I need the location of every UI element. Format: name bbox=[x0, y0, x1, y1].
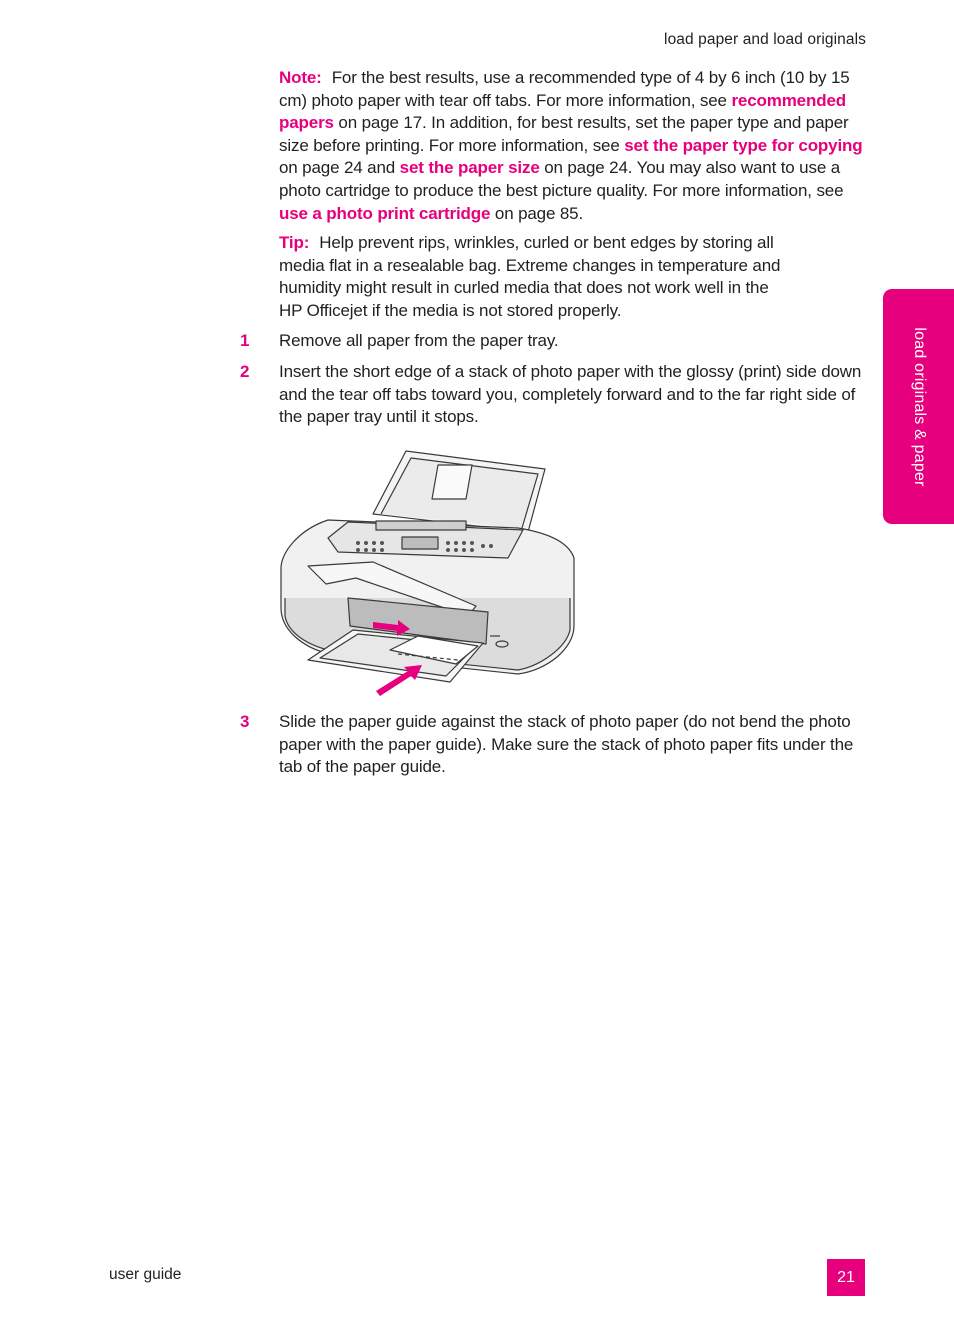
step-3-text: Slide the paper guide against the stack of photo paper (do not bend the photo paper with the paper guide). Make sure the stack of photo paper fits under the tab of the paper guide. bbox=[279, 712, 854, 777]
link-set-paper-size[interactable]: set the paper size bbox=[399, 158, 540, 178]
note-text-5: on page 85. bbox=[490, 203, 584, 223]
running-header: load paper and load originals bbox=[664, 31, 866, 48]
note-text-2: on page 17. In addition, for best results, set the paper type and paper size before printing. For more information, see bbox=[279, 113, 849, 155]
step-1-text: Remove all paper from the paper tray. bbox=[279, 331, 559, 350]
note-text-1: For the best results, use a recommended type of 4 by 6 inch (10 by 15 cm) photo paper with tear off tabs. For more information, see bbox=[279, 68, 850, 110]
link-set-paper-type-for-copying[interactable]: set the paper type for copying bbox=[624, 135, 863, 155]
chapter-side-tab[interactable] bbox=[883, 289, 954, 524]
printer-drawing bbox=[278, 448, 580, 696]
note-label: Note: bbox=[279, 68, 322, 87]
link-recommended-papers[interactable]: recommended papers bbox=[279, 90, 846, 133]
link-use-photo-print-cartridge[interactable]: use a photo print cartridge bbox=[279, 203, 491, 223]
tip-paragraph bbox=[279, 232, 794, 322]
note-text-3: on page 24 and bbox=[279, 158, 400, 178]
note-text-4: on page 24. You may also want to use a photo cartridge to produce the best picture quality. For more information, see bbox=[279, 158, 844, 200]
page-number-badge bbox=[827, 1259, 865, 1296]
step-2-number: 2 bbox=[240, 362, 250, 381]
step-3-number: 3 bbox=[240, 712, 250, 731]
chapter-side-tab-label: load originals & paper bbox=[910, 326, 928, 487]
step-2-text: Insert the short edge of a stack of photo paper with the glossy (print) side down and the tear off tabs toward you, completely forward and to the far right side of the paper tray until it stops. bbox=[279, 362, 862, 427]
step-1-number: 1 bbox=[240, 331, 250, 350]
tip-text: Help prevent rips, wrinkles, curled or bent edges by storing all media flat in a resealable bag. Extreme changes in temperature and humidity might result in curled media that does not work well in the HP Officejet if the media is not stored properly. bbox=[279, 233, 781, 320]
page-number: 21 bbox=[837, 1268, 855, 1286]
printer-illustration bbox=[278, 448, 580, 696]
tip-label: Tip: bbox=[279, 233, 310, 252]
footer-doc-name: user guide bbox=[109, 1266, 182, 1283]
note-paragraph bbox=[279, 67, 865, 225]
